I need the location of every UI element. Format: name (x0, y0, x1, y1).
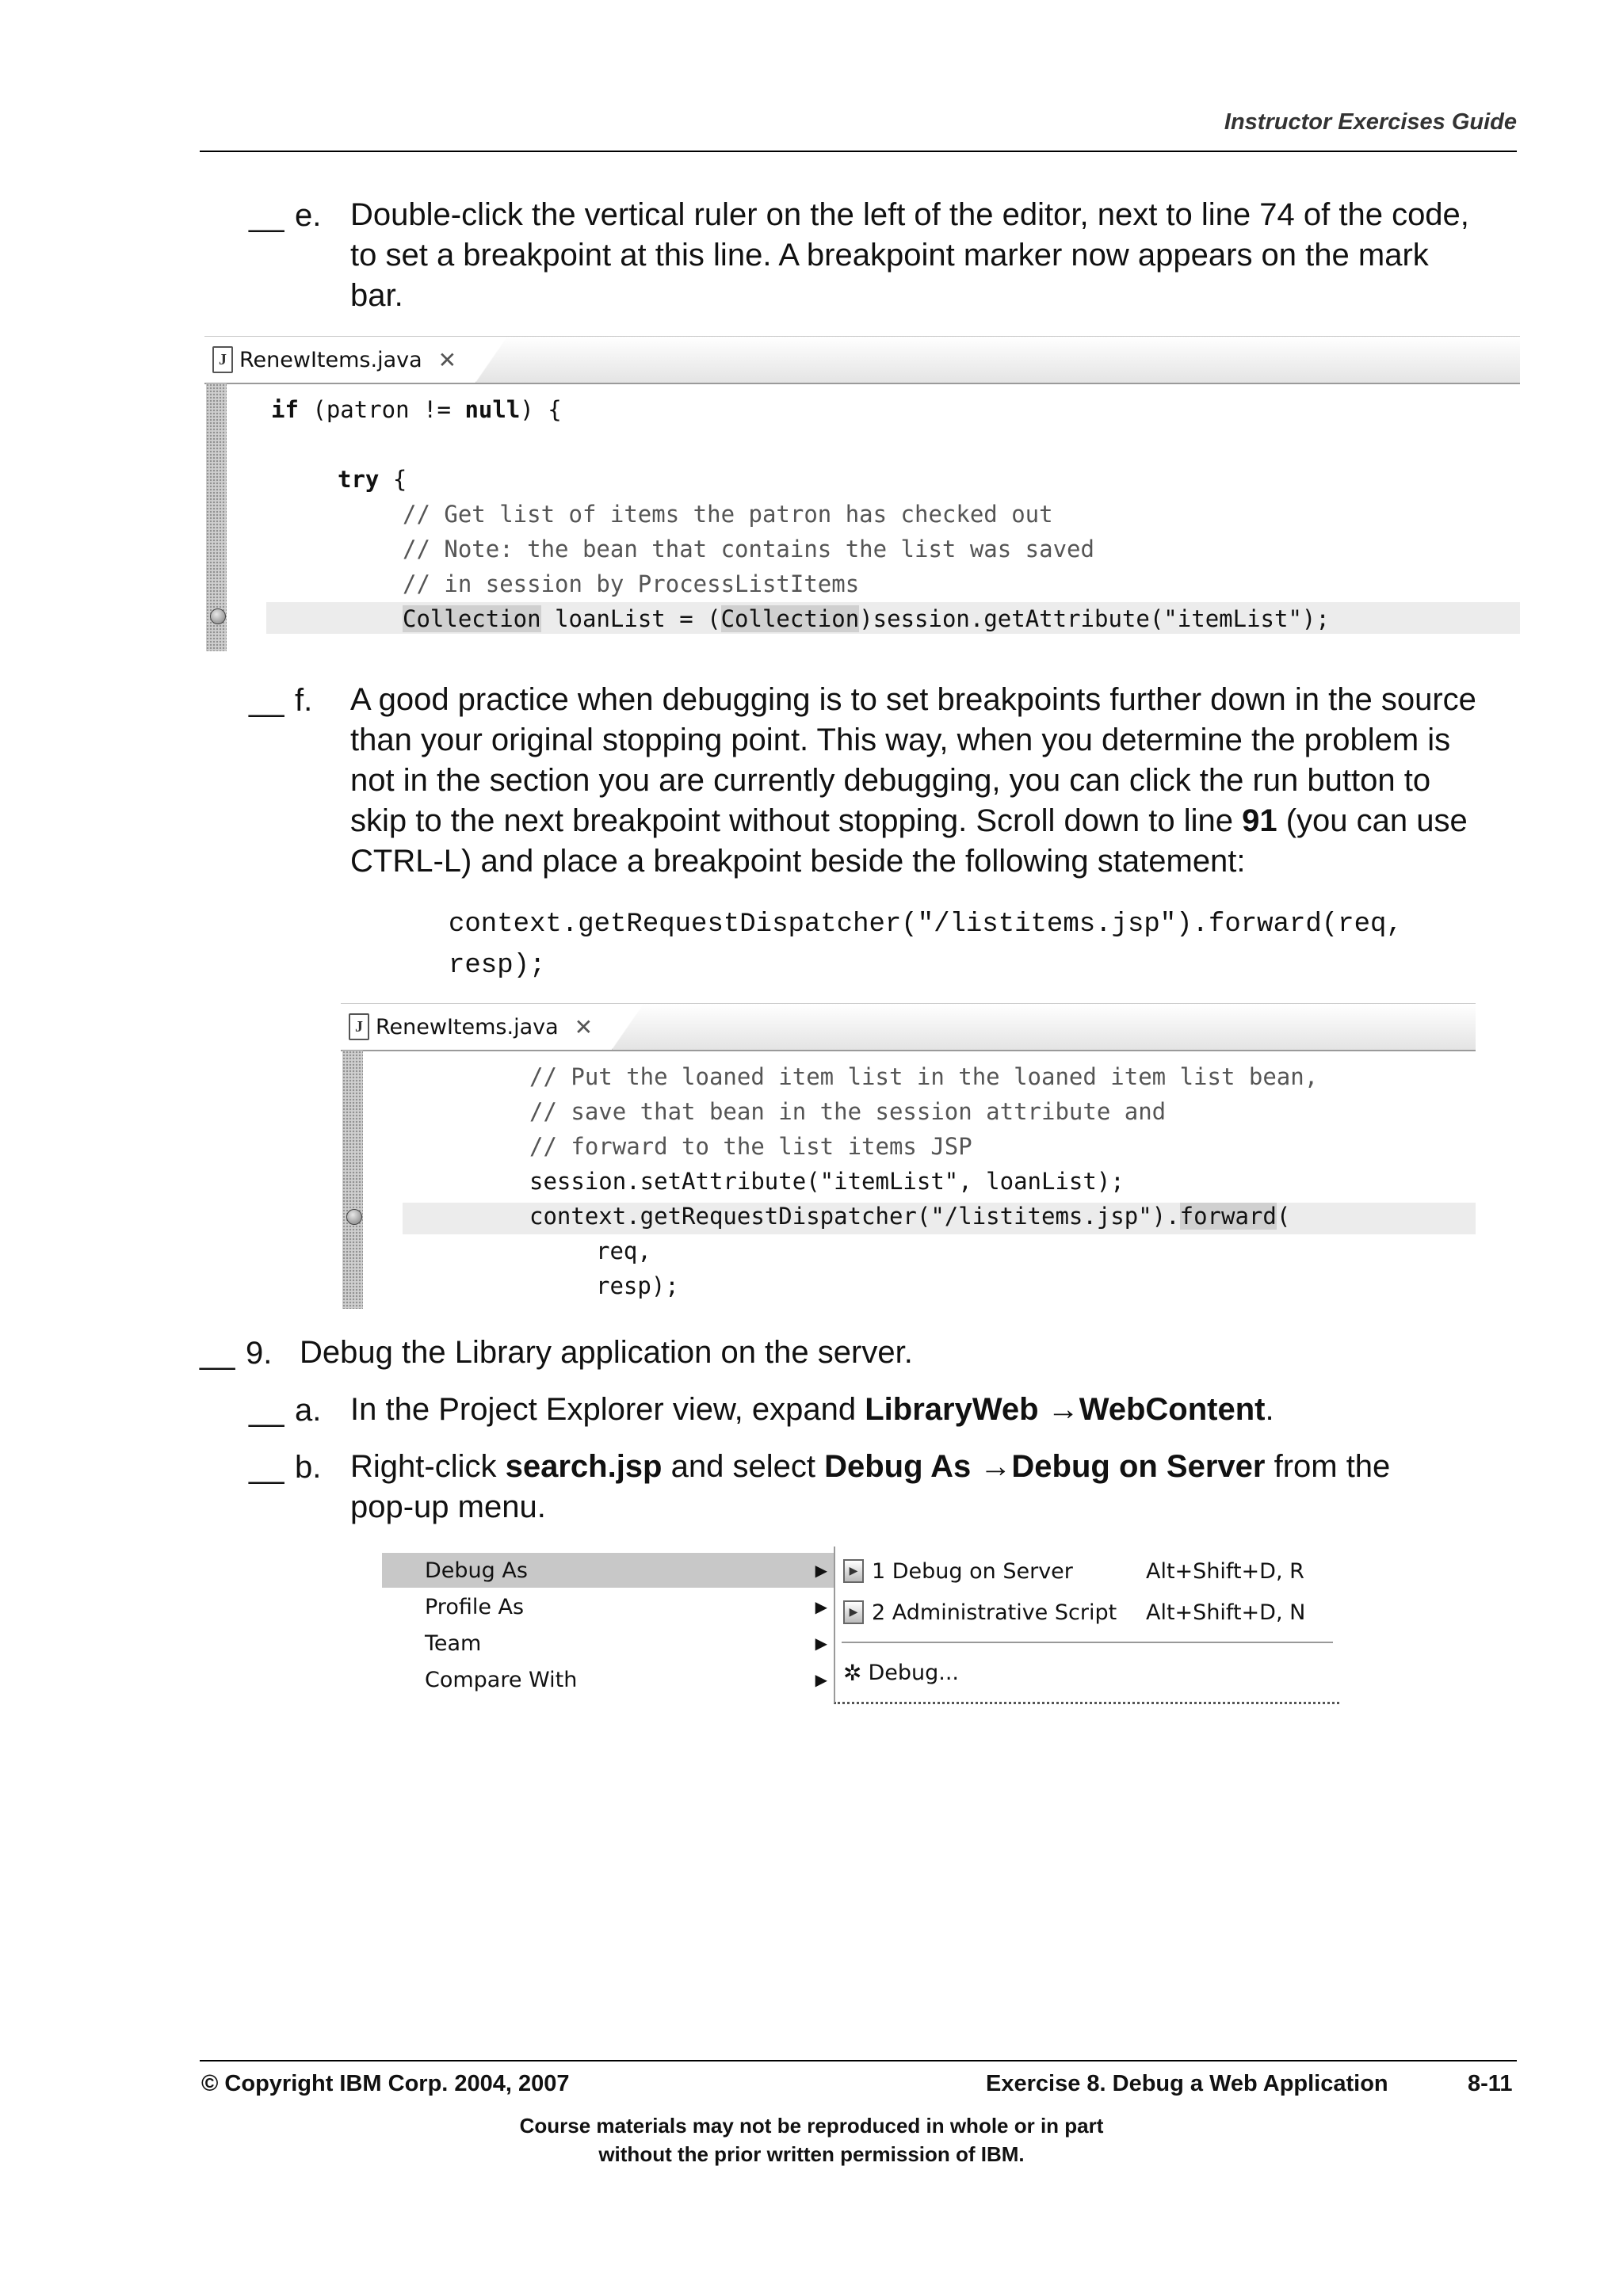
code-fragment: )session.getAttribute("itemList"); (859, 605, 1330, 632)
menu-name: Debug on Server (1011, 1449, 1266, 1484)
code-line: session.setAttribute("itemList", loanList); (529, 1168, 1125, 1195)
code-comment: // save that bean in the session attribute and (529, 1098, 1167, 1125)
checkbox-blank: __ (200, 1336, 235, 1371)
text-line (350, 1447, 1539, 1487)
text-fragment: (you can use (1277, 803, 1468, 838)
text-line: Double-click the vertical ruler on the left of the editor, next to line 74 of the code, (350, 197, 1469, 232)
keyword: if (271, 396, 299, 423)
submenu-arrow-icon: ▶ (815, 1670, 827, 1689)
text-line: A good practice when debugging is to set breakpoints further down in the source (350, 682, 1476, 717)
step-9-text: Debug the Library application on the server. (300, 1335, 913, 1370)
folder-name: WebContent (1079, 1392, 1266, 1427)
code-comment: // in session by ProcessListItems (403, 570, 860, 597)
keyboard-shortcut: Alt+Shift+D, R (1146, 1559, 1304, 1584)
arrow-icon: → (1038, 1392, 1079, 1427)
step-marker: e. (295, 198, 322, 233)
text-fragment: and select (662, 1449, 825, 1484)
occurrence-highlight: forward (1179, 1203, 1277, 1230)
code-editor-screenshot (341, 1003, 1476, 1309)
code-line (271, 396, 562, 423)
line-number: 91 (1242, 803, 1277, 838)
folder-name: LibraryWeb (865, 1392, 1039, 1427)
code-editor-screenshot (204, 336, 1520, 651)
step-f-text (350, 680, 1539, 882)
vertical-ruler[interactable] (342, 1051, 363, 1309)
footer-notice: without the prior written permission of IBM. (598, 2142, 1025, 2166)
editor-tab-bar (204, 336, 1520, 384)
text-fragment: from the (1265, 1449, 1391, 1484)
code-fragment: loanList = ( (540, 605, 721, 632)
text-line: not in the section you are currently debugging, you can click the run button to (350, 763, 1431, 798)
occurrence-highlight: Collection (720, 605, 860, 632)
step-a-text (350, 1390, 1274, 1430)
submenu-arrow-icon: ▶ (815, 1597, 827, 1616)
checkbox-blank: __ (249, 1393, 285, 1428)
submenu-item-label: 2 Administrative Script (872, 1600, 1117, 1625)
code-statement: context.getRequestDispatcher("/listitems.jsp").forward(req, (449, 910, 1403, 940)
text-line: to set a breakpoint at this line. A breakpoint marker now appears on the mark (350, 238, 1429, 273)
footer-rule (200, 2060, 1517, 2061)
close-tab-icon[interactable]: ✕ (574, 1014, 594, 1039)
keyboard-shortcut: Alt+Shift+D, N (1146, 1600, 1306, 1625)
text-fragment: . (1265, 1392, 1274, 1427)
code-comment: // Put the loaned item list in the loaned item list bean, (529, 1063, 1319, 1090)
keyword: null (464, 396, 521, 423)
menu-item-team[interactable] (382, 1626, 834, 1661)
java-file-icon: J (349, 1013, 369, 1040)
code-fragment: (patron != (298, 396, 465, 423)
text-fragment: skip to the next breakpoint without stopping. Scroll down to line (350, 803, 1243, 838)
close-tab-icon[interactable]: ✕ (437, 347, 457, 372)
code-fragment: ( (1276, 1203, 1291, 1230)
checkbox-blank: __ (249, 198, 285, 233)
breakpoint-marker-icon (210, 608, 226, 624)
script-debug-icon: ▶ (843, 1600, 864, 1624)
page-header-title: Instructor Exercises Guide (1224, 109, 1517, 135)
tab-label: RenewItems.java (239, 347, 422, 372)
footer-exercise-title: Exercise 8. Debug a Web Application (986, 2071, 1388, 2096)
file-name: search.jsp (505, 1449, 663, 1484)
code-comment: // forward to the list items JSP (529, 1133, 972, 1160)
code-line (338, 466, 407, 493)
menu-item-label: Team (425, 1630, 482, 1656)
code-fragment: ) { (520, 396, 562, 423)
code-comment: // Note: the bean that contains the list was saved (403, 536, 1094, 563)
menu-item-compare-with[interactable] (382, 1662, 834, 1697)
server-debug-icon: ▶ (843, 1559, 864, 1583)
menu-name: Debug As (824, 1449, 972, 1484)
menu-item-label: Compare With (425, 1667, 578, 1692)
occurrence-highlight: Collection (403, 605, 541, 632)
menu-item-label: Debug As (425, 1558, 528, 1583)
text-line: than your original stopping point. This way, when you determine the problem is (350, 723, 1451, 757)
text-line (350, 801, 1539, 841)
arrow-icon: → (971, 1449, 1012, 1484)
footer-notice: Course materials may not be reproduced in whole or in part (519, 2114, 1104, 2138)
submenu-arrow-icon: ▶ (815, 1561, 827, 1580)
footer-page-number: 8-11 (1468, 2071, 1513, 2096)
code-fragment: context.getRequestDispatcher("/listitems.jsp"). (529, 1203, 1180, 1230)
step-b-text (350, 1447, 1539, 1527)
text-fragment: In the Project Explorer view, expand (350, 1392, 865, 1427)
keyword: try (338, 466, 380, 493)
checkbox-blank: __ (249, 683, 285, 718)
editor-tab[interactable] (204, 337, 476, 383)
debug-bug-icon: ✲ (843, 1659, 862, 1686)
breakpoint-marker-icon (346, 1209, 362, 1225)
step-marker: 9. (246, 1336, 273, 1371)
code-line: req, (596, 1238, 651, 1264)
java-file-icon: J (212, 346, 233, 373)
step-e-text (350, 195, 1539, 316)
submenu-item-debug-dialog[interactable] (835, 1654, 1339, 1691)
step-marker: a. (295, 1393, 322, 1428)
submenu-item-label: Debug... (868, 1660, 960, 1685)
editor-tab-bar (341, 1003, 1476, 1051)
code-fragment: { (379, 466, 407, 493)
checkbox-blank: __ (249, 1450, 285, 1485)
header-rule (200, 151, 1517, 152)
text-line: bar. (350, 278, 403, 313)
text-fragment: Right-click (350, 1449, 506, 1484)
submenu-arrow-icon: ▶ (815, 1634, 827, 1653)
step-marker: f. (295, 683, 313, 718)
menu-item-profile-as[interactable] (382, 1589, 834, 1624)
menu-item-debug-as[interactable] (382, 1553, 834, 1588)
menu-item-label: Profile As (425, 1594, 525, 1619)
code-comment: // Get list of items the patron has checked out (403, 501, 1053, 528)
text-line: pop-up menu. (350, 1489, 546, 1524)
editor-tab[interactable] (341, 1004, 613, 1050)
code-line (529, 1203, 1290, 1230)
step-marker: b. (295, 1450, 322, 1485)
code-statement: resp); (449, 951, 546, 981)
text-line: CTRL-L) and place a breakpoint beside the following statement: (350, 844, 1246, 879)
code-line (403, 605, 1330, 632)
debug-as-submenu (834, 1547, 1339, 1704)
menu-separator (842, 1642, 1333, 1643)
context-menu (382, 1550, 834, 1694)
footer-copyright: © Copyright IBM Corp. 2004, 2007 (201, 2071, 570, 2096)
tab-label: RenewItems.java (376, 1014, 559, 1039)
submenu-item-label: 1 Debug on Server (872, 1558, 1073, 1584)
code-line: resp); (596, 1272, 679, 1299)
